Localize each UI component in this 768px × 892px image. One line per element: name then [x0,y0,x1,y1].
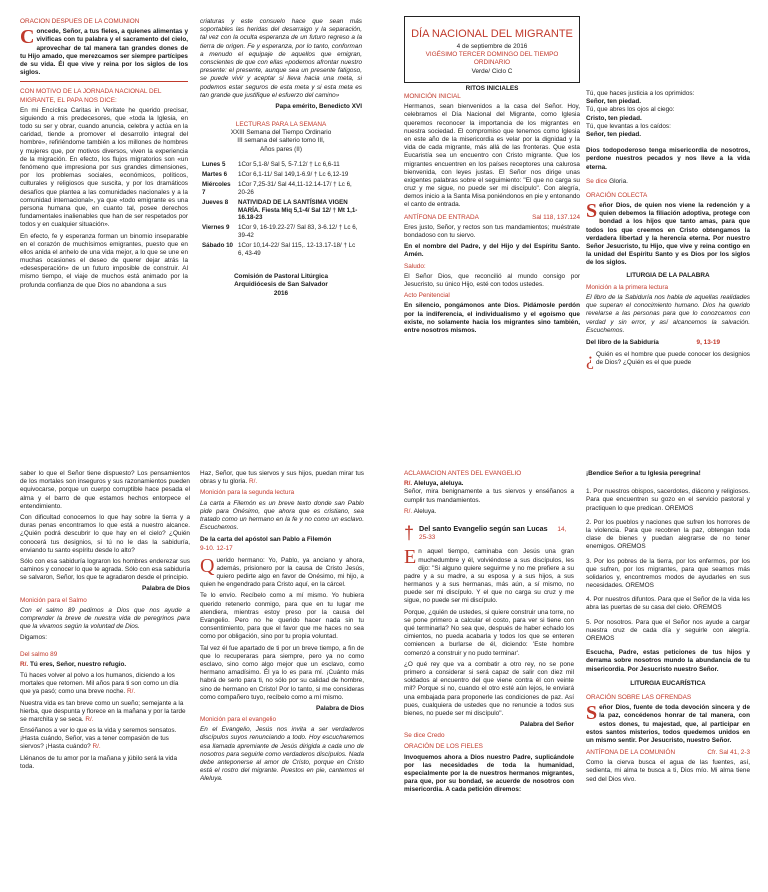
penitential-heading: Acto Penitencial [404,292,450,300]
intention-5: 5. Por nosotros. Para que el Señor nos ayude a cargar nuestra cruz de cada día y seguirle con alegría. OREMOS [586,618,750,642]
greeting-heading: Saludo: [404,262,426,270]
sunday-name: VIGÉSIMO TERCER DOMINGO DEL TIEMPO ORDINARIO [425,51,559,67]
gospel-monition: En el Evangelio, Jesús nos invita a ser verdaderos discípulos suyos renunciando a todo. Hoy escucharemos esa llamada apremiante de Jesús dirigida a cada uno de nosotros para seguirle como verdaderos discípulos. Nada debe anteponerse al amor de Cristo, porque en Cristo está el rostro del migrante. Puestos en pie, cantemos el Aleluya. [200,726,364,783]
entrance-antiphon-heading: ANTÍFONA DE ENTRADA Sal 118, 137.124 [404,213,580,221]
penitential-text: En silencio, pongámonos ante Dios. Pidámosle perdón por la indiferencia, el individualismo y el egoísmo que existe, no solamente hacia los migrantes sino también, entre nosotros mismos. [404,302,580,334]
kyrie-line-2: Tú, que abres los ojos al ciego: [586,106,675,114]
gospel-2: Porque, ¿quién de ustedes, si quiere construir una torre, no se pone primero a calcular el costo, para ver si tiene con qué terminarla? No sea que, después de haber echado los cimientos, no pueda acabarla y todos los que se enteren comiencen a burlarse de él, diciendo: 'Este hombre comenzó a construir y no pudo terminar'. [404,608,574,657]
psalm-verse: Tú haces volver al polvo a los humanos, diciendo a los mortales que retornen. Mil años para ti son como un día que ya pasó; como una breve noche. R/. [20,671,179,696]
second-reading-1: Querido hermano: Yo, Pablo, ya anciano y ahora, además, prisionero por la causa de Cristo Jesús, quiero pedirte algo en favor de Onésimo, mi hijo, a quien he engendrado para Cristo aquí, en la cárcel. [200,554,364,589]
post-communion-prayer: Concede, Señor, a tus fieles, a quienes alimentas y vivificas con tu palabra y el sacramento del cielo, aprovechar de tal manera tan grandes dones de tu Hijo amado, que merezcamos ser siempre partícipes de su vida. Él que vive y reina por los siglos de los siglos. [20,26,188,77]
p2-col1 [20,470,190,886]
offerings-prayer: Señor Dios, fuente de toda devoción sincera y de la paz, concédenos honrar de tal manera, con estos dones, tu majestad, que, al participar en estos santos misterios, todos quedemos unidos en un mismo sentir. Por Jesucristo, nuestro Señor. [586,702,750,744]
table-row: Jueves 8 NATIVIDAD DE LA SANTÍSIMA VIGEN MARÍA. Fiesta Miq 5,1-4/ Sal 12/ † Mt 1,1-16.18-23 [202,198,358,222]
kyrie-response-3: Señor, ten piedad. [586,130,642,138]
page-title: DÍA NACIONAL DEL MIGRANTE [411,28,573,40]
weekly-readings-sub2: III semana del salterio tomo III, [237,137,325,145]
entrance-antiphon: Eres justo, Señor, y rectos son tus mandamientos; muéstrate bondadoso con tu siervo. [404,223,580,240]
readings-table [200,160,362,259]
p1-col4 [586,90,750,432]
liturgical-color: Verde/ Ciclo C [471,67,513,75]
post-communion-heading: ORACIÓN DESPUÉS DE LA COMUNIÓN [20,18,140,25]
second-reading-ref: 9-10. 12-17 [200,544,233,552]
word-of-god-2: Palabra de Dios [316,704,364,712]
liturgy-word-heading: LITURGIA DE LA PALABRA [626,271,710,279]
gloria-note: Se dice Gloria. [586,177,628,185]
acclamation-heading: ACLAMACIÓN ANTES DEL EVANGELIO [404,470,522,477]
collect-prayer: Señor Dios, de quien nos viene la redención y a quien debemos la filiación adoptiva, protege con bondad a los hijos que tanto amas, para que todos los que creemos en Cristo obtengamos la verdadera libertad y la herencia eterna. Por nuestro Señor Jesucristo, tu Hijo, que vive y reina contigo en la unidad del Espíritu Santo y es Dios por los siglos de los siglos. [586,200,750,267]
second-reading-2: Te lo envío. Recíbelo como a mí mismo. Yo hubiera querido retenerlo conmigo, para que en tu lugar me atendiera, mientras estoy preso por la causa del Evangelio. Pero no he querido hacer nada sin tu consentimiento, para que el favor que me haces no sea como por obligación, sino por tu propia voluntad. [200,592,364,641]
pope-message-1: En mi Encíclica Caritas in Veritate he querido precisar, siguiendo a mis predecesores, que «toda la Iglesia, en todo su ser y obrar, cuando anuncia, celebra y actúa en la caridad, tiende a promover el desarrollo integral del hombre», refiriéndome también a los millones de hombres y mujeres que, por motivos diversos, viven la experiencia de la migración. En efecto, los flujos migratorios son «un fenómeno que impresiona por sus grandes dimensiones, por los problemas sociales, económicos, políticos, culturales y religiosos que suscita, y por los dramáticos desafíos que plantea a las comunidades nacionales y a la comunidad internacional», ya que «todo emigrante es una persona humana que, en cuanto tal, posee derechos fundamentales inalienables que han de ser respetados por todos y en cualquier situación». [20,106,188,229]
divider [20,81,188,82]
psalm-monition: Con el salmo 89 pedimos a Dios que nos ayude a comprender la breve de nuestra vida de peregrinos para que la vivamos según la voluntad de Dios. [20,606,190,631]
second-reading-monition: La carta a Filemón es un breve texto donde san Pablo pide para Onésimo, que ahora que es cristiano, sea tratado como un hermano en la fe y no como un esclavo. Escuchemos. [200,499,364,532]
first-reading-start: ¿ Quién es el hombre que puede conocer los designios de Dios? ¿Quién es el que puede [586,349,750,370]
closing-prayer: Escucha, Padre, estas peticiones de tus hijos y derrama sobre nosotros mundo la abundancia de tu misericordia. Por Jesucristo nuestro Señor. [586,649,750,673]
faithful-prayer-intro: Invoquemos ahora a Dios nuestro Padre, suplicándole por las necesidades de toda la humanidad, especialmente por la de nuestros hermanos migrantes, para que, por su bondad, se acuerde de nosotros con misericordia. A cada petición diremos: [404,753,574,794]
commission-line1: Comisión de Pastoral Litúrgica [233,273,329,281]
table-row: Sábado 10 1Cor 10,14-22/ Sal 115,. 12-13.17-18/ † Lc 6, 43-49 [202,242,356,258]
kyrie-line-1: Tú, que haces justicia a los oprimidos: [586,90,695,97]
communion-antiphon-heading: ANTÍFONA DE LA COMUNIÓN Cfr. Sal 41, 2-3 [586,749,750,757]
first-reading-3: Sólo con esa sabiduría lograron los hombres enderezar sus caminos y conocer lo que te agrada. Sólo con esa sabiduría se salvaron, Señor, los que te agradaron desde el principio. [20,557,190,582]
offerings-heading: ORACIÓN SOBRE LAS OFRENDAS [586,693,692,701]
table-row: Miércoles 7 1Cor 7,25-31/ Sal 44,11-12.14-17/ † Lc 6, 20-26 [202,180,352,196]
word-of-god: Palabra de Dios [142,585,190,593]
p2-col3 [404,470,574,886]
title-box [404,16,580,83]
psalm-monition-heading: Monición para el Salmo [20,596,87,604]
p2-col4 [586,470,750,886]
alleluia-end: R/. Aleluya. [404,507,437,515]
digamos: Digamos: [20,634,47,642]
second-reading-heading: De la carta del apóstol san Pablo a Filemón [200,536,332,544]
psalm-verse: Llénanos de tu amor por la mañana y júbilo será la vida toda. [20,754,178,770]
absolution: Dios todopoderoso tenga misericordia de nosotros, perdone nuestros pecados y nos lleve a la vida eterna. [586,147,750,171]
gospel-heading: † Del santo Evangelio según san Lucas 14, 25-33 [404,523,567,543]
table-row: Viernes 9 1Cor 9, 16-19.22-27/ Sal 83, 3-6.12/ † Lc 6, 39-42 [202,224,358,240]
kyrie-response-2: Cristo, ten piedad. [586,114,642,122]
psalm-verse: Enséñanos a ver lo que es la vida y seremos sensatos. ¡Hasta cuándo, Señor, vas a tener compasión de tus siervos? ¡Hasta cuándo? R/. [20,727,177,751]
initial-rites-heading: RITOS INICIALES [465,84,519,92]
cross-icon: † [404,523,415,543]
commission-line2: Arquidiócesis de San Salvador [234,281,328,289]
second-reading-3: Tal vez él fue apartado de ti por un breve tiempo, a fin de que lo recuperaras para siempre, pero ya no como esclavo, sino como algo mejor que un esclavo, como hermano amadísimo. Él ya lo es para mí. ¡Cuánto más habrá de serlo para ti, no sólo por su calidad de hombre, sino de hermano en Cristo! Por lo tanto, si me consideras como compañero tuyo, recíbelo como a mí mismo. [200,644,364,701]
psalm-verses [20,672,190,771]
kyrie-response-1: Señor, ten piedad. [586,98,642,106]
psalm-response: R/. Tú eres, Señor, nuestro refugio. [20,660,127,668]
table-row: Lunes 5 1Cor 5,1-8/ Sal 5, 5-7.12/ † Lc 6,6-11 [202,160,340,168]
gospel-1: En aquel tiempo, caminaba con Jesús una gran muchedumbre y él, volviéndose a sus discípulos, les dijo: "Si alguno quiere seguirme y no me prefiere a su padre y a su madre, a su esposa y a sus hijos, a sus hermanos y a sus hermanas, más aún, a sí mismo, no puede ser mi discípulo. Y el que no carga su cruz y me sigue, no puede ser mi discípulo. [404,546,574,605]
opening-monition: Hermanos, sean bienvenidos a la casa del Señor. Hoy, celebramos el Día Nacional del Migrante, como Iglesia queremos reconocer la importancia de los migrantes en nuestra sociedad. El compromiso que tenemos como Iglesia en este año de la misericordia es velar por la dignidad y la vida de cada migrante, más allá de las fronteras. Que esta Eucaristía sea un encuentro con Cristo migrante. Que los migrantes encuentren en los países receptores una calurosa bienvenida, con leyes justas. El Señor nos dirige unas exigentes palabras sobre el seguimiento: "El que no carga su cruz y me sigue, no puede ser mi discípulo". Con alegría, demos inicio a la Santa Misa poniéndonos en pie y entonando el canto de entrada. [404,103,580,209]
date: 4 de septiembre de 2016 [456,43,528,51]
intention-4: 4. Por nuestros difuntos. Para que el Señor de la vida les abra las puertas de su casa del cielo. OREMOS [586,596,750,612]
table-row: Martes 6 1Cor 6,1-11/ Sal 149,1-6.9/ † Lc 6,12-19 [202,170,349,178]
p1-col2 [200,18,362,433]
sign-of-cross: En el nombre del Padre, y del Hijo y del Espíritu Santo. Amén. [404,243,580,259]
signature: Papa emérito, Benedicto XVI [275,102,362,110]
first-reading-1: saber lo que el Señor tiene dispuesto? Los pensamientos de los mortales son inseguros y sus razonamientos pueden equivocarse, porque un cuerpo corruptible hace pesada el alma y el barro de que estamos hechos entorpece el entendimiento. [20,470,190,510]
p1-col1 [20,18,188,433]
psalm-verse: Nuestra vida es tan breve como un sueño; semejante a la hierba, que despunta y florece en la mañana y por la tarde se marchita y se seca. R/. [20,699,186,723]
first-reading-monition: El libro de la Sabiduría nos habla de aquellas realidades que superan el conocimiento humano. Dios ha querido revelarse a las personas para que lo conozcamos con verdad y sin error, y así alcancemos la salvación. Escuchemos. [586,293,750,334]
second-reading-monition-heading: Monición para la segunda lectura [200,489,295,497]
weekly-readings-sub1: XXIII Semana del Tiempo Ordinario [230,129,332,137]
first-reading-2: Con dificultad conocemos lo que hay sobre la tierra y a duras penas encontramos lo que está a nuestro alcance. ¿Quién podrá descubrir lo que hay en el cielo? ¿Quién conocerá tus designios, si tú no le das la sabiduría, enviando tu santo espíritu desde lo alto? [20,513,190,554]
p1-col3 [404,16,580,434]
gospel-3: ¿O qué rey que va a combatir a otro rey, no se pone primero a considerar si será capaz de salir con diez mil soldados al encuentro del que viene contra él con veinte mil? Porque si no, cuando el otro esté aún lejos, le enviará una embajada para proponerle las condiciones de paz. Así pues, cualquiera de ustedes que no renuncie a todos sus bienes, no puede ser mi discípulo". [404,660,574,717]
faithful-prayer-heading: ORACIÓN DE LOS FIELES [404,743,483,751]
response-line: ¡Bendice Señor a tu Iglesia peregrina! [586,470,701,477]
weekly-readings-sub3: Años pares (II) [260,145,302,153]
first-reading-heading: Del libro de la Sabiduría 9, 13-19 [586,338,720,346]
pope-heading: CON MOTIVO DE LA JORNADA NACIONAL DEL MIGRANTE, EL PAPA NOS DICE: [20,88,162,104]
alleluia: R/. Aleluya, aleluya. [404,480,464,488]
greeting: El Señor Dios, que reconcilió al mundo consigo por Jesucristo, su único Hijo, esté con todos ustedes. [404,272,580,288]
pope-message-3: criaturas y este consuelo hace que sean más soportables las heridas del desarraigo y la separación, tal vez con la oculta esperanza de un futuro regreso a la tierra de origen. Fe y esperanza, por lo tanto, conforman a menudo el equipaje de aquellos que emigran, conscientes de que con ellas «podemos afrontar nuestro presente: el presente, aunque sea un presente fatigoso, se puede vivir y aceptar si lleva hacia una meta, si podemos estar seguros de esta meta y si esta meta es tan grande que justifique el esfuerzo del camino» [200,18,362,99]
weekly-readings-title: LECTURAS PARA LA SEMANA [235,121,327,129]
gospel-monition-heading: Monición para el evangelio [200,716,277,724]
alleluia-verse: Señor, mira benignamente a tus siervos y enséñanos a cumplir tus mandamientos. [404,488,574,504]
p2-col2 [200,470,364,886]
credo-note: Se dice Credo [404,732,445,740]
intention-1: 1. Por nuestros obispos, sacerdotes, diácono y religiosos. Para que encuentren su gozo en el servicio pastoral y practiquen lo que predican. OREMOS [586,488,750,512]
word-of-lord: Palabra del Señor [520,721,574,729]
commission-year: 2016 [273,289,289,297]
intention-2: 2. Por los pueblos y naciones que sufren los horrores de la violencia. Para que recobren la paz, obtengan toda clase de bienes y puedan alegrarse de no tener enemigos. OREMOS [586,518,750,551]
pope-message-2: En efecto, fe y esperanza forman un binomio inseparable en el corazón de muchísimos emigrantes, puesto que en ellos anida el anhelo de una vida mejor, a lo que se une en muchas ocasiones el deseo de querer dejar atrás la «desesperación» de un futuro imposible de construir. Al mismo tiempo, el viaje de muchos está animado por la profunda confianza de que Dios no abandona a sus [20,232,188,289]
psalm-last-verse: Haz, Señor, que tus siervos y sus hijos, puedan mirar tus obras y tu gloria. R/. [200,470,364,486]
first-reading-monition-heading: Monición a la primera lectura [586,283,669,291]
psalm-heading: Del salmo 89 [20,650,58,658]
communion-antiphon: Como la cierva busca el agua de las fuentes, así, sedienta, mi alma te busca a ti, Dios mío. Mi alma tiene sed del Dios vivo. [586,759,750,783]
eucharistic-liturgy-heading: LITURGIA EUCARÍSTICA [630,679,706,687]
collect-heading: ORACIÓN COLECTA [586,191,648,199]
opening-monition-heading: MONICIÓN INICIAL [404,93,461,101]
kyrie-line-3: Tú, que levantas a los caídos: [586,122,671,130]
intention-3: 3. Por los pobres de la tierra, por los enfermos, por los que sufren, por los migrantes, para que seamos más solidarios y, encontremos modos de ayudarles en sus necesidades. OREMOS [586,557,750,590]
